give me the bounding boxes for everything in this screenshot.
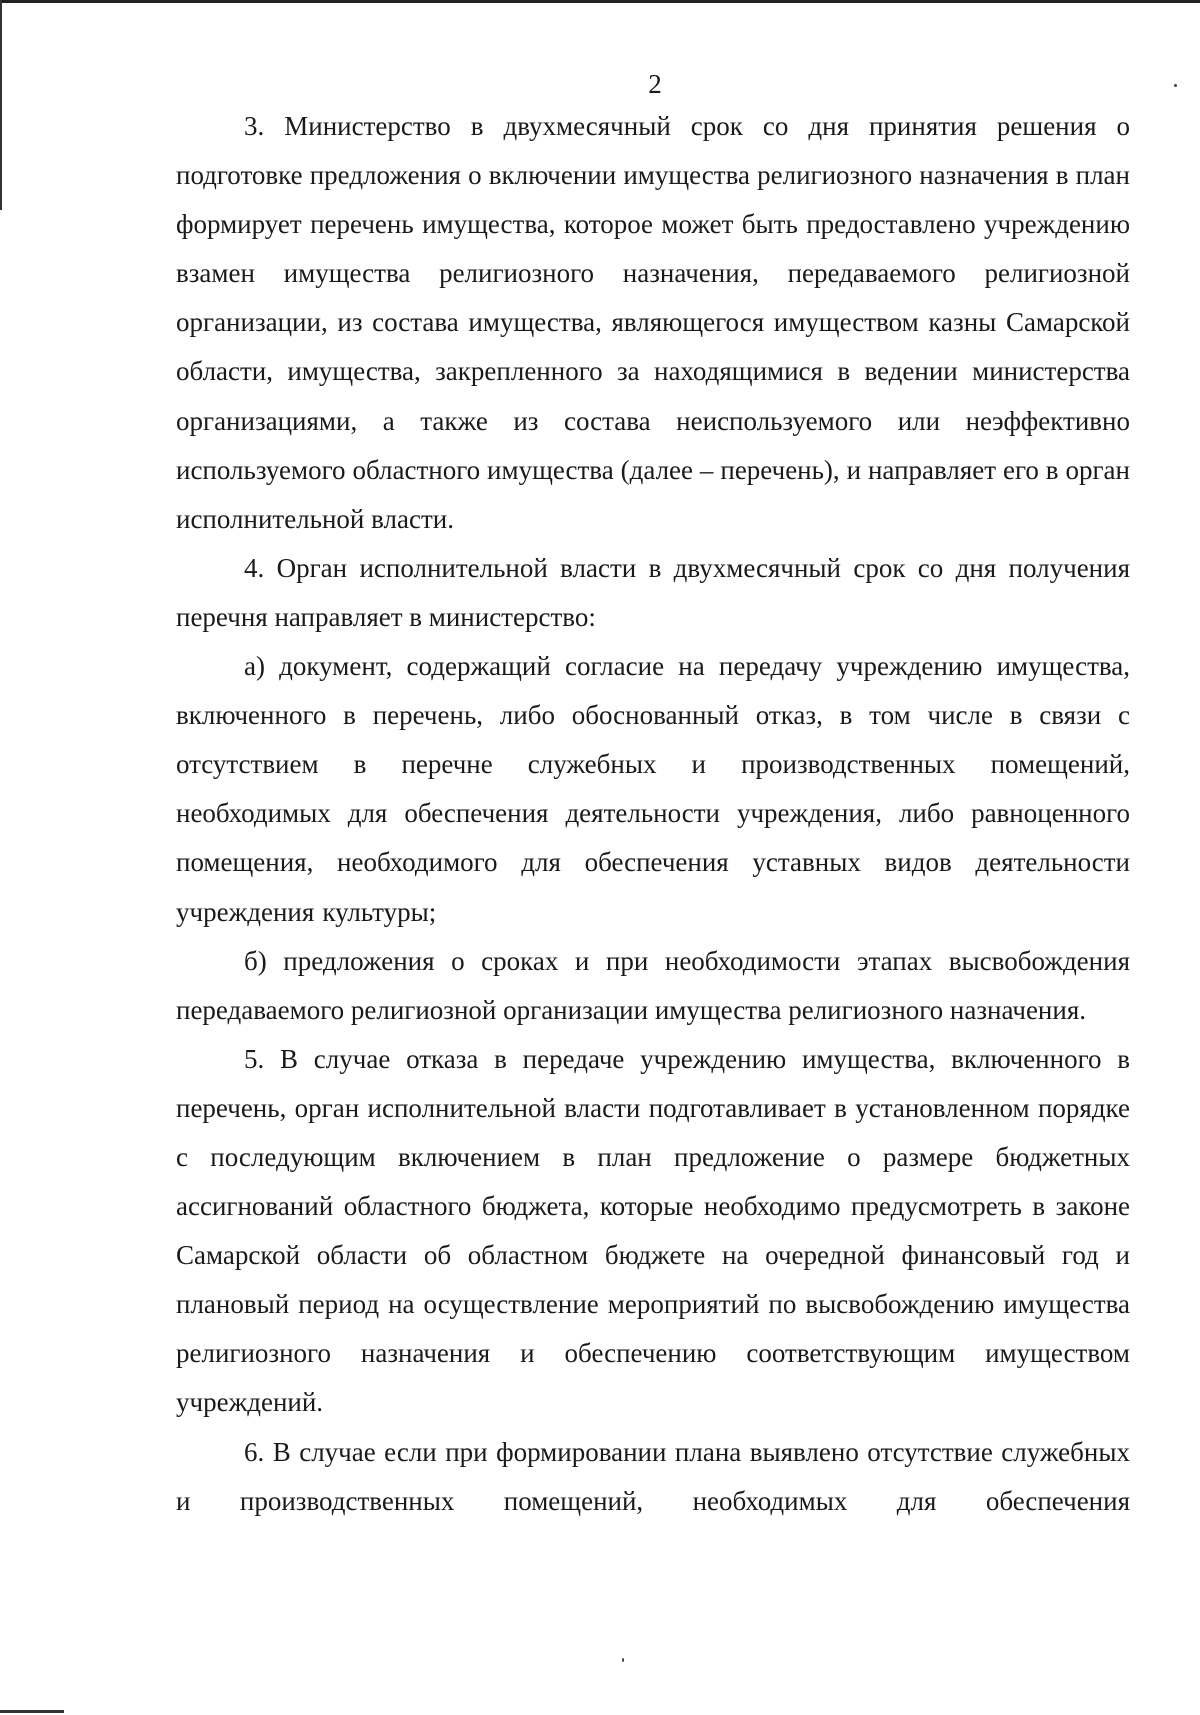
paragraph-3: 3. Министерство в двухмесячный срок со дня принятия решения о подготовке предложения о включении имущества религиозного назначения в план формирует перечень имущества, которое может быть предоставлено учреждению взамен имущества религиозного назначения, передаваемого религиозной организации, из состава имущества, являющегося имуществом казны Самарской области, имущества, закрепленного за находящимися в ведении министерства организациями, а также из состава неиспользуемого или неэффективно используемого областного имущества (далее – перечень), и направляет его в орган исполнительной власти. (176, 111, 1130, 534)
document-body (176, 102, 1130, 1526)
paragraph-6: 6. В случае если при формировании плана выявлено отсутствие служебных и производственных помещений, необходимых для обеспечения (176, 1436, 1130, 1516)
scan-top-border (0, 0, 1200, 3)
page-number: 2 (648, 69, 662, 99)
paragraph-5: 5. В случае отказа в передаче учреждению имущества, включенного в перечень, орган исполнительной власти подготавливает в установленном порядке с последующим включением в план предложение о размере бюджетных ассигнований областного бюджета, которые необходимо предусмотреть в законе Самарской области об областном бюджете на очередной финансовый год и плановый период на осуществление мероприятий по высвобождению имущества религиозного назначения и обеспечению соответствующим имуществом учреждений. (176, 1043, 1130, 1418)
paragraph-4-item-a: а) документ, содержащий согласие на передачу учреждению имущества, включенного в перечень, либо обоснованный отказ, в том числе в связи с отсутствием в перечне служебных и производственных помещений, необходимых для обеспечения деятельности учреждения, либо равноценного помещения, необходимого для обеспечения уставных видов деятельности учреждения культуры; (176, 651, 1130, 927)
paragraph-4: 4. Орган исполнительной власти в двухмесячный срок со дня получения перечня направляет в министерство: (176, 552, 1130, 632)
scan-bottom-mark (0, 1710, 64, 1713)
scan-speck (622, 1658, 624, 1662)
paragraph-4-item-b: б) предложения о сроках и при необходимости этапах высвобождения передаваемого религиозной организации имущества религиозного назначения. (176, 945, 1130, 1025)
scan-left-border (0, 0, 2, 210)
